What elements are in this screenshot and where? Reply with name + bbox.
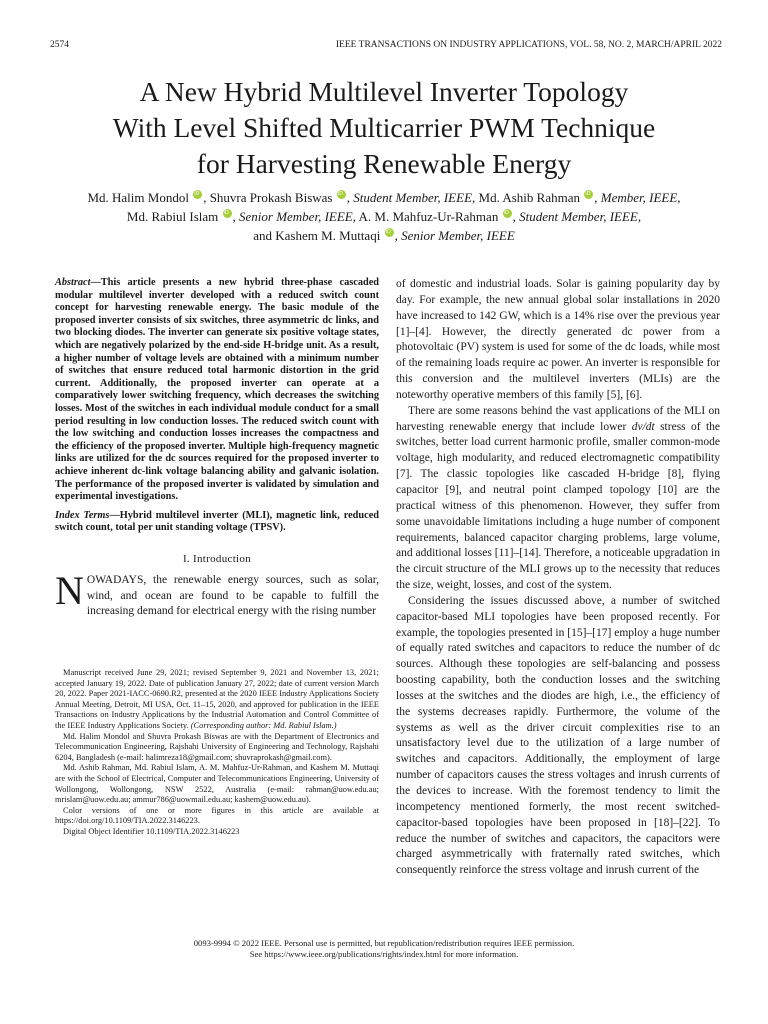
footnote bbox=[55, 668, 379, 838]
intro-text: OWADAYS, the renewable energy sources, such as solar, wind, and ocean are found to be capable to fulfill the increasing demand for electrical energy with the rising number bbox=[86, 573, 379, 618]
abstract bbox=[55, 277, 379, 504]
title-line-2: With Level Shifted Multicarrier PWM Technique bbox=[112, 112, 656, 143]
title-line-1: A New Hybrid Multilevel Inverter Topology bbox=[139, 76, 629, 107]
footnote-text: Manuscript received June 29, 2021; revised September 9, 2021 and November 13, 2021; accepted January 19, 2022. Date of publication January 27, 2022; date of current version March 20, 2022. Paper 2021-IACC-0690.R2, presented at the 2020 IEEE Industry Applications Society Annual Meeting, Detroit, MI USA, Oct. 11–15, 2020, and approved for publication in the IEEE Transactions on Industry Applications by the Industrial Automation and Control Committee of the IEEE Industry Applications Society. bbox=[55, 668, 379, 730]
author-role: , Senior Member, IEEE bbox=[232, 209, 353, 224]
body-text: There are some reasons behind the vast applications of the MLI on harvesting renewable energy that include lower bbox=[396, 404, 720, 433]
left-column bbox=[55, 277, 379, 620]
page-number: 2574 bbox=[50, 40, 69, 50]
paper-title bbox=[40, 74, 728, 182]
author-line-2 bbox=[40, 207, 728, 226]
corresponding-author: (Corresponding author: Md. Rabiul Islam.) bbox=[188, 720, 337, 730]
section-heading: I. Introduction bbox=[182, 552, 252, 565]
author-name: , Shuvra Prokash Biswas bbox=[203, 190, 333, 205]
author-name: Md. Halim Mondol bbox=[87, 190, 189, 205]
intro-paragraph bbox=[55, 567, 379, 620]
body-italic: dv/dt bbox=[631, 420, 655, 433]
body-paragraph-3: Considering the issues discussed above, a number of switched capacitor-based MLI topologies have been proposed recently. For example, the topologies presented in [15]–[17] employ a huge number of equally rated switches and capacitors to reduce the number of dc sources. Although these topologies are self-balancing and possess boosting capability, both the conduction losses and the switching losses at the switches and the diodes are high, i.e., the efficiency of the systems decreases rapidly. Furthermore, the volume of the systems as well as the driver circuit complexities rise to an unsatisfactory level due to the utilization of a large number of switches and capacitors. Additionally, the employment of large number of capacitors causes the stress voltages and inrush currents of the devices to increase. With the foremost tendency to limit the incompetency mentioned formerly, the most recent switched-capacitor-based topologies have been proposed in [18]–[22]. To reduce the number of switches and capacitors, the capacitors were charged asymmetrically with fraternally rated switches, which consequently reinforce the stress voltage and inrush current of the bbox=[396, 594, 720, 877]
author-name: , Md. Ashib Rahman bbox=[472, 190, 580, 205]
author-role: , Student Member, IEEE, bbox=[512, 209, 642, 224]
orcid-icon[interactable] bbox=[385, 228, 394, 237]
abstract-text: —This article presents a new hybrid three-phase cascaded modular multilevel inverter developed with a reduced switch count concept for harvesting renewable energy. The basic module of the proposed inverter consists of six switches, three asymmetric dc links, and two blocking diodes. The inverter can generate six positive voltage states, which are negatively polarized by the end-side H-bridge unit. As a result, a higher number of voltage levels are obtained with a minimum number of switches that ensure reduced total harmonic distortion in the grid current. Additionally, the proposed inverter can operate at a comparatively lower switching frequency, which decreases the switching losses. Most of the switches in each individual module conduct for a small period resulting in low conduction losses. The reduced switch count with the low switching and conduction losses increases the compactness and the efficiency of the proposed inverter. Multiple high-frequency magnetic links are utilized for the dc sources required for the proposed inverter to achieve inherent dc-link voltage balancing ability and galvanic isolation. The performance of the proposed inverter is validated by simulation and experimental investigations. bbox=[55, 277, 379, 503]
copyright-line-1: 0093-9994 © 2022 IEEE. Personal use is permitted, but republication/redistribution requires IEEE permission. bbox=[193, 938, 575, 948]
author-line-1 bbox=[40, 188, 728, 207]
title-line-3: for Harvesting Renewable Energy bbox=[196, 148, 572, 179]
orcid-icon[interactable] bbox=[223, 209, 232, 218]
abstract-lead: Abstract bbox=[55, 277, 91, 288]
footnote-doi: Digital Object Identifier 10.1109/TIA.2022.3146223 bbox=[63, 826, 240, 836]
orcid-icon[interactable] bbox=[337, 190, 346, 199]
footnote-color: Color versions of one or more figures in this article are available at https://doi.org/10.1109/TIA.2022.3146223. bbox=[55, 805, 379, 826]
drop-cap: N bbox=[55, 567, 84, 613]
author-line-3 bbox=[40, 226, 728, 245]
orcid-icon[interactable] bbox=[503, 209, 512, 218]
footnote-affiliation-1: Md. Halim Mondol and Shuvra Prokash Biswas are with the Department of Electronics and Telecommunication Engineering, Rajshahi University of Engineering and Technology, Rajshahi 6204, Bangladesh (e-mail: halimreza18@gmail.com; shuvraprokash@gmail.com). bbox=[55, 731, 379, 762]
journal-header: IEEE TRANSACTIONS ON INDUSTRY APPLICATIONS, VOL. 58, NO. 2, MARCH/APRIL 2022 bbox=[335, 40, 722, 50]
body-paragraph-1: of domestic and industrial loads. Solar is gaining popularity day by day. For example, the new annual global solar installations in 2020 have increased to 142 GW, which is a 14% rise over the previous year [1]–[4]. However, the directly generated dc power from a photovoltaic (PV) system is used for some of the dc loads, while most of the remaining loads require ac power. An inverter is responsible for this conversion and the multilevel inverters (MLIs) are the noteworthy operative members of this family [5], [6]. bbox=[396, 278, 720, 401]
author-list bbox=[40, 188, 728, 245]
author-role: , Senior Member, IEEE bbox=[394, 228, 515, 243]
index-terms-text: —Hybrid multilevel inverter (MLI), magnetic link, reduced switch count, total per unit standing voltage (TPSV). bbox=[55, 509, 379, 534]
author-name: and Kashem M. Muttaqi bbox=[253, 228, 381, 243]
index-terms-lead: Index Terms bbox=[55, 509, 110, 521]
copyright-line-2: See https://www.ieee.org/publications/rights/index.html for more information. bbox=[249, 949, 519, 959]
right-column bbox=[396, 277, 720, 879]
author-name: Md. Rabiul Islam bbox=[126, 209, 219, 224]
index-terms bbox=[55, 510, 379, 535]
footnote-manuscript bbox=[55, 668, 379, 732]
orcid-icon[interactable] bbox=[193, 190, 202, 199]
author-name: , A. M. Mahfuz-Ur-Rahman bbox=[352, 209, 499, 224]
body-text: stress of the switches, better load current harmonic profile, smaller common-mode voltage, high modularity, and reduced electromagnetic compatibility [7]. The classic topologies like cascaded H-bridge [8], flying capacitor [9], and neutral point clamped topology [10] are the practical witness of this phenomenon. However, they suffer from some unavoidable limitations including a huge number of component requirements, balanced capacitor charging problems, large volume, and additional losses [11]–[14]. Therefore, a noticeable upgradation in the circuit structure of the MLI grows up to the necessity that reduces the size, weight, losses, and cost of the system. bbox=[396, 420, 721, 592]
author-role: , Student Member, IEEE bbox=[346, 190, 473, 205]
footnote-affiliation-2: Md. Ashib Rahman, Md. Rabiul Islam, A. M. Mahfuz-Ur-Rahman, and Kashem M. Muttaqi are with the School of Electrical, Computer and Telecommunications Engineering, University of Wollongong, Wollongong, NSW 2522, Australia (e-mail: rahman@uow.edu.au; mrislam@uow.edu.au; ammur786@uowmail.edu.au; kashem@uow.edu.au). bbox=[55, 763, 379, 805]
author-role: , Member, IEEE, bbox=[594, 190, 681, 205]
copyright-notice bbox=[40, 938, 728, 960]
body-paragraph-2 bbox=[396, 404, 720, 594]
orcid-icon[interactable] bbox=[584, 190, 593, 199]
